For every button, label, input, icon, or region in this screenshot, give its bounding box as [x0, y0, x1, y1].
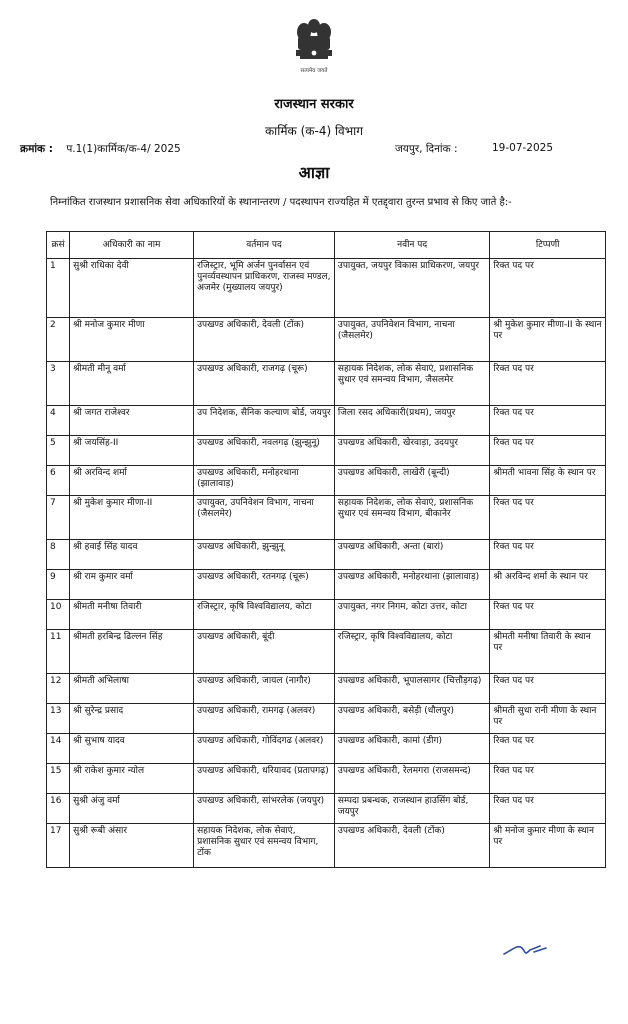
cell-remarks: रिक्त पद पर [490, 540, 606, 570]
cell-new-post: उपायुक्त, नगर निगम, कोटा उत्तर, कोटा [334, 600, 490, 630]
cell-current-post: उपखण्ड अधिकारी, सांभरलेक (जयपुर) [194, 794, 335, 824]
cell-officer-name: सुश्री राधिका देवी [70, 259, 194, 318]
cell-officer-name: श्रीमती हरबिन्द्र ढिल्लन सिंह [70, 630, 194, 674]
table-header-row [47, 232, 606, 259]
state-emblem [290, 16, 338, 78]
cell-new-post: उपखण्ड अधिकारी, खेरवाड़ा, उदयपुर [334, 436, 490, 466]
cell-remarks: रिक्त पद पर [490, 674, 606, 704]
place-date-label: जयपुर, दिनांक : [395, 143, 458, 155]
cell-current-post: उपखण्ड अधिकारी, झुन्झुनू [194, 540, 335, 570]
table-row [47, 466, 606, 496]
cell-serial: 10 [47, 600, 70, 630]
order-intro: निम्नांकित राजस्थान प्रशासनिक सेवा अधिकारियों के स्थानान्तरण / पदस्थापन राज्यहित में एतद्द्वारा तुरन्त प्रभाव से किए जाते है:- [50, 197, 512, 208]
cell-remarks: श्रीमती सुधा रानी मीणा के स्थान पर [490, 704, 606, 734]
department-name: कार्मिक (क-4) विभाग [264, 124, 364, 138]
header-officer-name: अधिकारी का नाम [70, 232, 194, 259]
cell-serial: 8 [47, 540, 70, 570]
table-row [47, 570, 606, 600]
cell-serial: 16 [47, 794, 70, 824]
cell-officer-name: श्री राम कुमार वर्मा [70, 570, 194, 600]
cell-serial: 4 [47, 406, 70, 436]
table-row [47, 436, 606, 466]
cell-remarks: रिक्त पद पर [490, 259, 606, 318]
table-row [47, 318, 606, 362]
cell-officer-name: श्रीमती अभिलाषा [70, 674, 194, 704]
cell-serial: 6 [47, 466, 70, 496]
header-remarks: टिप्पणी [490, 232, 606, 259]
cell-serial: 2 [47, 318, 70, 362]
cell-current-post: उपखण्ड अधिकारी, जायल (नागौर) [194, 674, 335, 704]
cell-officer-name: श्रीमती मीनू वर्मा [70, 362, 194, 406]
government-name: राजस्थान सरकार [274, 97, 354, 112]
signature [500, 938, 550, 960]
order-date: 19-07-2025 [492, 142, 554, 154]
cell-remarks: श्री अरविन्द शर्मा के स्थान पर [490, 570, 606, 600]
cell-new-post: उपखण्ड अधिकारी, देवली (टोंक) [334, 824, 490, 868]
cell-current-post: उप निदेशक, सैनिक कल्याण बोर्ड, जयपुर [194, 406, 335, 436]
emblem-motto: सत्यमेव जयते [300, 68, 328, 74]
cell-remarks: रिक्त पद पर [490, 406, 606, 436]
table-row [47, 794, 606, 824]
cell-officer-name: श्रीमती मनीषा तिवारी [70, 600, 194, 630]
header-current-post: वर्तमान पद [194, 232, 335, 259]
cell-current-post: उपखण्ड अधिकारी, राजगढ़ (चूरू) [194, 362, 335, 406]
table-row [47, 674, 606, 704]
cell-remarks: श्रीमती भावना सिंह के स्थान पर [490, 466, 606, 496]
cell-remarks: रिक्त पद पर [490, 600, 606, 630]
cell-remarks: रिक्त पद पर [490, 362, 606, 406]
header-serial: क्रसं [47, 232, 70, 259]
cell-current-post: उपखण्ड अधिकारी, धरियावद (प्रतापगढ़) [194, 764, 335, 794]
cell-current-post: रजिस्ट्रार, कृषि विश्वविद्यालय, कोटा [194, 600, 335, 630]
cell-officer-name: श्री मुकेश कुमार मीणा-II [70, 496, 194, 540]
cell-officer-name: श्री जगत राजेश्वर [70, 406, 194, 436]
cell-current-post: सहायक निदेशक, लोक सेवाएं, प्रशासनिक सुधार एवं समन्वय विभाग, टोंक [194, 824, 335, 868]
cell-remarks: श्रीमती मनीषा तिवारी के स्थान पर [490, 630, 606, 674]
cell-serial: 17 [47, 824, 70, 868]
cell-remarks: रिक्त पद पर [490, 764, 606, 794]
table-row [47, 600, 606, 630]
cell-officer-name: श्री सुरेन्द्र प्रसाद [70, 704, 194, 734]
cell-new-post: उपखण्ड अधिकारी, रेलमगरा (राजसमन्द) [334, 764, 490, 794]
cell-remarks: रिक्त पद पर [490, 734, 606, 764]
cell-serial: 12 [47, 674, 70, 704]
table-body [47, 259, 606, 868]
cell-officer-name: श्री सुभाष यादव [70, 734, 194, 764]
cell-new-post: उपखण्ड अधिकारी, भूपालसागर (चित्तौड़गढ़) [334, 674, 490, 704]
cell-new-post: उपखण्ड अधिकारी, अन्ता (बारां) [334, 540, 490, 570]
cell-officer-name: श्री हवाई सिंह यादव [70, 540, 194, 570]
order-number-line [20, 142, 181, 156]
table-row [47, 406, 606, 436]
cell-current-post: उपखण्ड अधिकारी, बूंदी [194, 630, 335, 674]
cell-officer-name: सुश्री अंजु वर्मा [70, 794, 194, 824]
cell-officer-name: श्री अरविन्द शर्मा [70, 466, 194, 496]
table-row [47, 824, 606, 868]
cell-current-post: उपखण्ड अधिकारी, नवलगढ़ (झुन्झुनू) [194, 436, 335, 466]
order-number: प.1(1)कार्मिक/क-4/ 2025 [66, 143, 181, 155]
cell-serial: 11 [47, 630, 70, 674]
table-row [47, 496, 606, 540]
table-row [47, 734, 606, 764]
cell-officer-name: श्री मनोज कुमार मीणा [70, 318, 194, 362]
cell-new-post: उपखण्ड अधिकारी, मनोहरथाना (झालावाड़) [334, 570, 490, 600]
cell-current-post: उपखण्ड अधिकारी, रतनगढ़ (चूरू) [194, 570, 335, 600]
order-title: आज्ञा [298, 163, 330, 182]
cell-new-post: सहायक निदेशक, लोक सेवाएं, प्रशासनिक सुधार एवं समन्वय विभाग, बीकानेर [334, 496, 490, 540]
cell-remarks: रिक्त पद पर [490, 794, 606, 824]
cell-new-post: रजिस्ट्रार, कृषि विश्वविद्यालय, कोटा [334, 630, 490, 674]
cell-current-post: उपखण्ड अधिकारी, देवली (टोंक) [194, 318, 335, 362]
order-number-label: क्रमांक : [20, 143, 53, 155]
table-row [47, 362, 606, 406]
cell-officer-name: सुश्री रूबी अंसार [70, 824, 194, 868]
cell-serial: 5 [47, 436, 70, 466]
cell-remarks: श्री मुकेश कुमार मीणा-II के स्थान पर [490, 318, 606, 362]
table-row [47, 540, 606, 570]
cell-current-post: उपखण्ड अधिकारी, रामगढ़ (अलवर) [194, 704, 335, 734]
cell-remarks: रिक्त पद पर [490, 496, 606, 540]
cell-remarks: रिक्त पद पर [490, 436, 606, 466]
cell-current-post: उपायुक्त, उपनिवेशन विभाग, नाचना (जैसलमेर) [194, 496, 335, 540]
cell-new-post: उपखण्ड अधिकारी, लाखेरी (बून्दी) [334, 466, 490, 496]
cell-new-post: जिला रसद अधिकारी(प्रथम), जयपुर [334, 406, 490, 436]
cell-serial: 7 [47, 496, 70, 540]
table-row [47, 259, 606, 318]
table-row [47, 764, 606, 794]
cell-new-post: उपायुक्त, जयपुर विकास प्राधिकरण, जयपुर [334, 259, 490, 318]
cell-new-post: उपखण्ड अधिकारी, बसेड़ी (धौलपुर) [334, 704, 490, 734]
cell-new-post: उपायुक्त, उपनिवेशन विभाग, नाचना (जैसलमेर) [334, 318, 490, 362]
transfer-table [46, 231, 606, 868]
cell-current-post: उपखण्ड अधिकारी, गोविंदगढ (अलवर) [194, 734, 335, 764]
cell-serial: 13 [47, 704, 70, 734]
table-row [47, 630, 606, 674]
cell-officer-name: श्री जयसिंह-II [70, 436, 194, 466]
cell-new-post: सहायक निदेशक, लोक सेवाएं, प्रशासनिक सुधार एवं समन्वय विभाग, जैसलमेर [334, 362, 490, 406]
cell-officer-name: श्री राकेश कुमार न्योल [70, 764, 194, 794]
cell-remarks: श्री मनोज कुमार मीणा के स्थान पर [490, 824, 606, 868]
cell-serial: 3 [47, 362, 70, 406]
lion-capital-emblem-icon [290, 16, 338, 78]
cell-current-post: रजिस्ट्रार, भूमि अर्जन पुनर्वासन एवं पुनर्व्यवस्थापन प्राधिकरण, राजस्व मण्डल, अजमेर (मुख्यालय जयपुर) [194, 259, 335, 318]
header-new-post: नवीन पद [334, 232, 490, 259]
cell-serial: 14 [47, 734, 70, 764]
table-row [47, 704, 606, 734]
cell-serial: 9 [47, 570, 70, 600]
cell-current-post: उपखण्ड अधिकारी, मनोहरथाना (झालावाड़) [194, 466, 335, 496]
cell-new-post: सम्पदा प्रबन्धक, राजस्थान हाउसिंग बोर्ड, जयपुर [334, 794, 490, 824]
cell-serial: 15 [47, 764, 70, 794]
cell-serial: 1 [47, 259, 70, 318]
cell-new-post: उपखण्ड अधिकारी, कामां (डीग) [334, 734, 490, 764]
